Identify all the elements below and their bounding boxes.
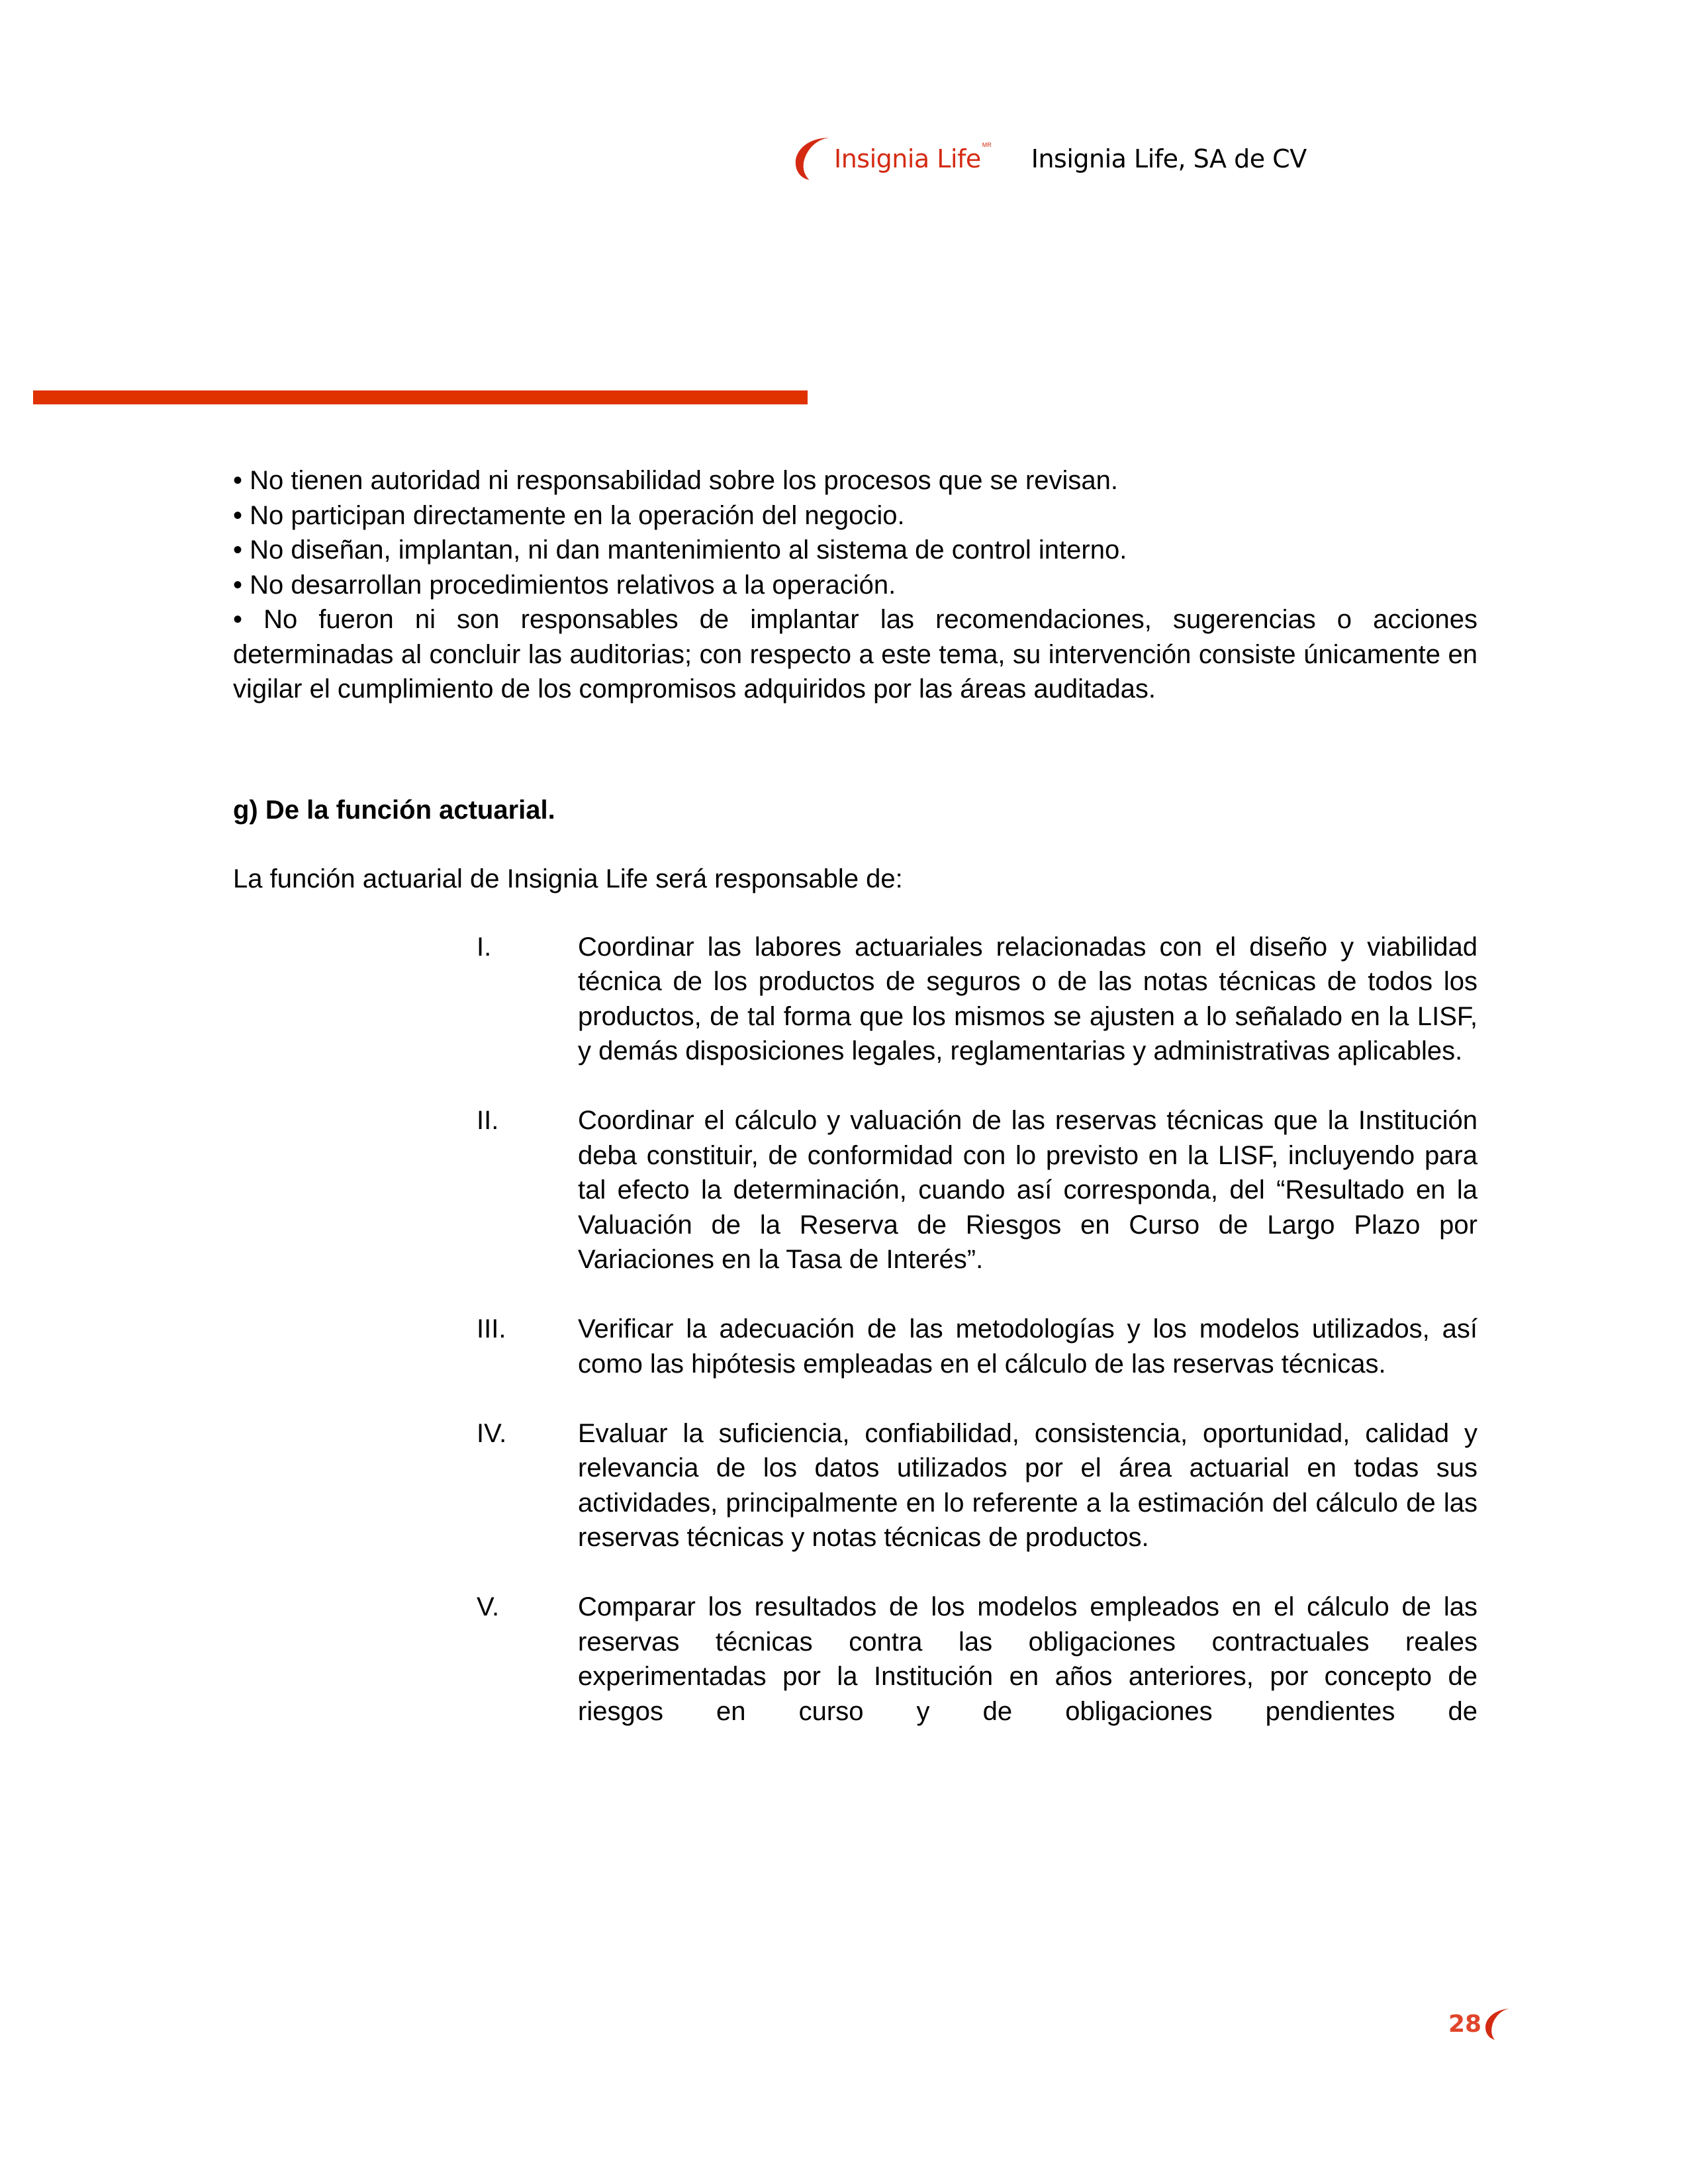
trademark-mark: MR	[982, 142, 992, 148]
list-numeral: II.	[477, 1106, 499, 1135]
list-item-text: Comparar los resultados de los modelos empleados en el cálculo de las reservas técnicas contra las obligaciones contractuales reales experimentadas por la Institución en años anteriores, por concepto de riesgos en curso y de obligaciones pendientes de	[578, 1592, 1477, 1726]
list-item-text: Evaluar la suficiencia, confiabilidad, consistencia, oportunidad, calidad y relevancia de los datos utilizados por el área actuarial en todas sus actividades, principalmente en lo referente a la estimación del cálculo de las reservas técnicas y notas técnicas de productos.	[578, 1418, 1477, 1552]
bullet-item: • No fueron ni son responsables de implantar las recomendaciones, sugerencias o acciones determinadas al concluir las auditorias; con respecto a este tema, su intervención consiste únicamente en vigilar el cumplimiento de los compromisos adquiridos por las áreas auditadas.	[233, 605, 1477, 704]
logo-wordmark: Insignia Life	[834, 144, 981, 173]
page-header	[794, 132, 1307, 185]
section-intro: La función actuarial de Insignia Life será responsable de:	[233, 864, 903, 893]
list-numeral: III.	[477, 1314, 506, 1343]
bullet-item: • No desarrollan procedimientos relativos a la operación.	[233, 570, 896, 600]
crescent-moon-icon	[794, 135, 831, 183]
list-numeral: IV.	[477, 1418, 507, 1448]
bullet-list	[233, 463, 1477, 707]
list-item	[477, 1590, 1477, 1729]
list-item	[477, 1416, 1477, 1555]
bullet-item: • No diseñan, implantan, ni dan mantenimiento al sistema de control interno.	[233, 535, 1127, 565]
crescent-moon-icon	[1484, 2007, 1511, 2040]
decorative-red-bar	[33, 390, 808, 404]
list-item-text: Coordinar las labores actuariales relacionadas con el diseño y viabilidad técnica de los productos de seguros o de las notas técnicas de todos los productos, de tal forma que los mismos se ajusten a lo señalado en la LISF, y demás disposiciones legales, reglamentarias y administrativas aplicables.	[578, 932, 1477, 1066]
company-name: Insignia Life, SA de CV	[1031, 144, 1307, 173]
section-heading: g) De la función actuarial.	[233, 795, 555, 825]
responsibilities-list	[477, 930, 1477, 1729]
page-footer	[1448, 2005, 1511, 2042]
list-item-text: Verificar la adecuación de las metodologías y los modelos utilizados, así como las hipótesis empleadas en el cálculo de las reservas técnicas.	[578, 1314, 1477, 1379]
bullet-item: • No participan directamente en la operación del negocio.	[233, 500, 905, 530]
page-body	[233, 463, 1477, 1764]
list-item	[477, 1312, 1477, 1381]
page-number: 28	[1448, 2010, 1482, 2038]
insignia-life-logo	[794, 135, 992, 183]
bullet-item: • No tienen autoridad ni responsabilidad sobre los procesos que se revisan.	[233, 466, 1119, 495]
list-item	[477, 930, 1477, 1069]
list-numeral: V.	[477, 1592, 500, 1621]
list-numeral: I.	[477, 932, 492, 962]
list-item-text: Coordinar el cálculo y valuación de las reservas técnicas que la Institución deba constituir, de conformidad con lo previsto en la LISF, incluyendo para tal efecto la determinación, cuando así corresponda, del “Resultado en la Valuación de la Reserva de Riesgos en Curso de Largo Plazo por Variaciones en la Tasa de Interés”.	[578, 1106, 1477, 1274]
list-item	[477, 1103, 1477, 1277]
